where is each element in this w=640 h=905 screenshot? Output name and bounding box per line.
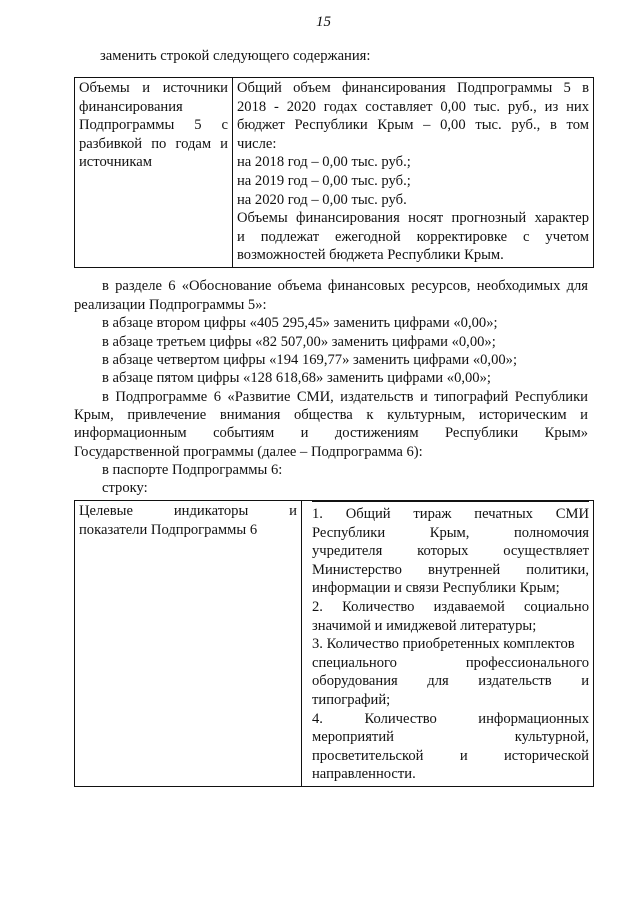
funding-label-cell — [75, 78, 233, 268]
funding-label-line: разбивкой по годам и — [79, 135, 228, 152]
paragraph-section6: в разделе 6 «Обоснование объема финансовых ресурсов, необходимых для — [102, 278, 588, 294]
paragraph-subprogram6: в Подпрограмме 6 «Развитие СМИ, издательств и типографий Республики — [102, 389, 588, 405]
paragraph-passport: в паспорте Подпрограммы 6: — [102, 462, 283, 478]
funding-label-line: источникам — [79, 154, 152, 171]
paragraph-subprogram6-cont: Крым, привлечение внимания общества к культурным, историческим и — [74, 407, 588, 423]
paragraph-subprogram6-cont: информационным событиям и достижениям Республики Крым» — [74, 425, 588, 441]
indicators-value-line: специального профессионального — [312, 654, 589, 671]
indicators-value-line: 1. Общий тираж печатных СМИ — [312, 506, 589, 522]
paragraph-abzac5: в абзаце пятом цифры «128 618,68» заменить цифрами «0,00»; — [102, 370, 491, 386]
funding-value-cell — [233, 78, 594, 268]
paragraph-stroku: строку: — [102, 480, 148, 496]
indicators-value-line: значимой и имиджевой литературы; — [312, 617, 537, 634]
indicators-value-line: 4. Количество информационных — [312, 710, 589, 727]
indicators-value-line: типографий; — [312, 691, 391, 708]
funding-value-line: на 2019 год – 0,00 тыс. руб.; — [237, 172, 411, 189]
funding-label-line: Подпрограммы 5 с — [79, 117, 228, 134]
funding-value-line: числе: — [237, 135, 277, 152]
funding-value-line: бюджет Республики Крым – 0,00 тыс. руб., в том — [237, 117, 589, 134]
page-number: 15 — [316, 14, 331, 30]
indicators-label-line: показатели Подпрограммы 6 — [79, 521, 258, 538]
funding-value-line: и подлежат ежегодной корректировке с учетом — [237, 228, 589, 245]
funding-label-line: финансирования — [79, 98, 183, 115]
funding-table — [74, 77, 594, 268]
funding-value-line: Объемы финансирования носят прогнозный характер — [237, 210, 589, 227]
indicators-value-line: информации и связи Республики Крым; — [312, 580, 560, 597]
paragraph-section6-cont: реализации Подпрограммы 5»: — [74, 297, 267, 313]
funding-label-line: Объемы и источники — [79, 80, 228, 96]
indicators-value-line: учредителя которых осуществляет — [312, 543, 589, 560]
indicators-value-line: мероприятий культурной, — [312, 729, 589, 746]
indicators-value-line: 3. Количество приобретенных комплектов — [312, 636, 575, 653]
paragraph-abzac2: в абзаце втором цифры «405 295,45» заменить цифрами «0,00»; — [102, 315, 498, 331]
paragraph-abzac3: в абзаце третьем цифры «82 507,00» заменить цифрами «0,00»; — [102, 334, 496, 350]
paragraph-subprogram6-cont: Государственной программы (далее – Подпрограмма 6): — [74, 444, 423, 460]
indicators-value-line: просветительской и исторической — [312, 747, 589, 764]
funding-value-line: 2018 - 2020 годах составляет 0,00 тыс. руб., из них — [237, 98, 589, 115]
indicators-value-line: направленности. — [312, 766, 416, 783]
indicators-value-line: 2. Количество издаваемой социально — [312, 598, 589, 615]
indicators-value-line: Министерство внутренней политики, — [312, 561, 589, 578]
indicators-label-line: Целевые индикаторы и — [79, 503, 297, 519]
funding-value-line: на 2020 год – 0,00 тыс. руб. — [237, 191, 407, 208]
indicators-value-cell — [302, 501, 594, 787]
indicators-table — [74, 500, 594, 787]
indicators-label-cell — [75, 501, 302, 787]
paragraph-abzac4: в абзаце четвертом цифры «194 169,77» заменить цифрами «0,00»; — [102, 352, 518, 368]
funding-value-line: на 2018 год – 0,00 тыс. руб.; — [237, 154, 411, 171]
indicators-value-line: Республики Крым, полномочия — [312, 524, 589, 541]
intro-text: заменить строкой следующего содержания: — [100, 48, 371, 64]
indicators-value-line: оборудования для издательств и — [312, 673, 589, 690]
funding-value-line: возможностей бюджета Республики Крым. — [237, 247, 504, 264]
funding-value-line: Общий объем финансирования Подпрограммы 5 в — [237, 80, 589, 96]
